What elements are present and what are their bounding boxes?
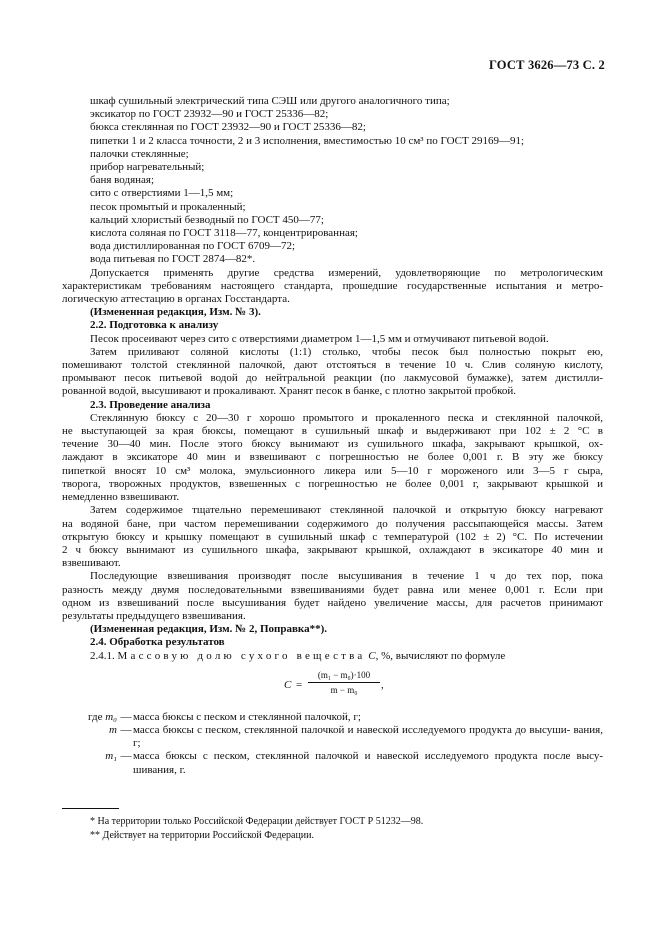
apparatus-item: бюкса стеклянная по ГОСТ 23932—90 и ГОСТ 25336—82;: [90, 121, 366, 134]
formula-comma: ,: [381, 678, 384, 691]
legend-row: [62, 750, 603, 776]
variable-c: C: [368, 649, 376, 662]
legend-row: [62, 724, 603, 750]
section-heading: 2.3. Проведение анализа: [90, 398, 211, 411]
paragraph-line: помешивают толстой стеклянной палочкой, дают отстояться в течение 10 ч. Слив соляную кислоту,: [62, 359, 603, 372]
apparatus-item: кальций хлористый безводный по ГОСТ 450—77;: [90, 213, 324, 226]
apparatus-item: баня водяная;: [90, 174, 155, 187]
permit-paragraph: [62, 267, 603, 307]
legend-prefix: где: [88, 710, 103, 723]
apparatus-item: вода дистиллированная по ГОСТ 6709—72;: [90, 240, 296, 253]
paragraph-line: творога, творожных продуктов, взвешенных с погрешностью не более 0,001 г, закрывают крышкой и: [62, 477, 603, 490]
edit-note: (Измененная редакция, Изм. № 2, Поправка**).: [90, 623, 327, 636]
paragraph-line: Допускается применять другие средства измерений, удовлетворяющие по метрологическим: [90, 266, 603, 279]
legend-text: масса бюксы с песком и стеклянной палочкой, г;: [133, 710, 361, 723]
formula-denominator: m − m₀: [330, 684, 358, 695]
analysis-paragraph: [62, 412, 603, 504]
legend-text: масса бюксы с песком, стеклянной палочкой и навеской исследуемого продукта после высу- шивания, г.: [133, 750, 603, 776]
formula-numerator: (m₁ − m₀)·100: [308, 669, 380, 683]
apparatus-item: кислота соляная по ГОСТ 3118—77, концентрированная;: [90, 227, 358, 240]
paragraph-line: результаты предыдущего взвешивания.: [62, 609, 246, 622]
paragraph-line: не выступающей за края бюксы, помещают в сушильный шкаф и выдерживают при 102 ± 2 °С в: [62, 425, 603, 438]
apparatus-item: шкаф сушильный электрический типа СЭШ или другого аналогичного типа;: [90, 95, 450, 107]
formula-fraction: [308, 669, 380, 696]
formula-intro: [62, 650, 603, 663]
paragraph-line: течение 30—40 мин. После этого бюксу вынимают из сушильного шкафа, закрывают крышкой, ох-: [62, 438, 603, 451]
apparatus-item: пипетки 1 и 2 класса точности, 2 и 3 исполнения, вместимостью 10 см³ по ГОСТ 29169—91;: [90, 134, 525, 147]
footnotes: [62, 815, 603, 842]
section-heading: 2.2. Подготовка к анализу: [90, 319, 219, 332]
apparatus-item: вода питьевая по ГОСТ 2874—82*.: [90, 253, 256, 266]
apparatus-list: [62, 95, 603, 267]
paragraph-line: Последующие взвешивания производят после высушивания в течение 1 ч до тех пор, пока: [90, 570, 603, 583]
footnote-separator: [62, 808, 119, 809]
paragraph-line: логическую аттестацию в органах Госстандарта.: [62, 293, 290, 306]
paragraph-line: разность между двумя последовательными взвешиваниями будет равна или менее 0,001 г. Если при: [62, 583, 603, 596]
paragraph-line: на водяной бане, при частом перемешивании содержимого до получения рассыпающейся массы. Затем: [62, 517, 603, 530]
footnote: ** Действует на территории Российской Федерации.: [90, 829, 314, 841]
paragraph-line: характеристикам требованиям настоящего стандарта, прошедшие государственные испытания и метро-: [62, 279, 603, 292]
paragraph-line: рованной водой, высушивают и прокаливают. Хранят песок в банке, с плотно закрытой пробкой.: [62, 385, 516, 398]
apparatus-item: эксикатор по ГОСТ 23932—90 и ГОСТ 25336—82;: [90, 108, 329, 121]
paragraph-line: Песок просеивают через сито с отверстиями диаметром 1—1,5 мм и отмучивают питьевой водой.: [90, 332, 549, 345]
clause-number: 2.4.1.: [90, 649, 115, 662]
apparatus-item: палочки стеклянные;: [90, 147, 189, 160]
paragraph-line: немедленно взвешивают.: [62, 491, 180, 504]
edit-note: (Измененная редакция, Изм. № 3).: [90, 306, 261, 319]
apparatus-item: песок промытый и прокаленный;: [90, 200, 246, 213]
legend-dash: —: [120, 723, 132, 736]
paragraph-line: Затем приливают соляной кислоты (1:1) столько, чтобы песок был полностью покрыт ею,: [90, 345, 603, 358]
formula-legend: [62, 711, 603, 777]
formula-intro-tail: , %, вычисляют по формуле: [375, 649, 506, 662]
spaced-term: Массовую долю сухого вещества: [117, 649, 366, 662]
section-heading: 2.4. Обработка результатов: [90, 636, 225, 649]
paragraph-line: одном из взвешиваний после высушивания будет найдено увеличение массы, для расчетов принимают: [62, 596, 603, 609]
legend-text: масса бюксы с песком, стеклянной палочкой и навеской исследуемого продукта до высуши- вания, г;: [133, 723, 603, 750]
legend-dash: —: [120, 750, 132, 763]
legend-symbol: где m₀: [88, 710, 117, 723]
page-header: ГОСТ 3626—73 С. 2: [488, 58, 605, 72]
paragraph-line: Затем содержимое тщательно перемешивают стеклянной палочкой и открытую бюксу нагревают: [90, 504, 603, 517]
legend-symbol: m₁: [105, 750, 117, 763]
legend-symbol: m: [109, 723, 117, 736]
analysis-paragraph: [62, 570, 603, 623]
paragraph-line: лаждают в эксикаторе 40 мин и взвешивают с погрешностью не более 0,001 г. В эту же бюксу: [62, 451, 603, 464]
paragraph-line: промывают песок питьевой водой до нейтральной реакции (по лакмусовой бумажке), затем дистилли-: [62, 372, 603, 385]
apparatus-item: сито с отверстиями 1—1,5 мм;: [90, 187, 234, 200]
formula-equals: =: [296, 678, 303, 691]
formula-lhs: C: [284, 678, 292, 691]
footnote: * На территории только Российской Федерации действует ГОСТ Р 51232—98.: [90, 816, 424, 827]
preparation-paragraph: [62, 346, 603, 399]
paragraph-line: взвешивают.: [62, 557, 121, 570]
apparatus-item: прибор нагревательный;: [90, 161, 205, 174]
paragraph-line: Стеклянную бюксу с 20—30 г хорошо промытого и прокаленного песка и стеклянной палочкой,: [90, 411, 603, 424]
analysis-paragraph: [62, 504, 603, 570]
paragraph-line: 2 ч бюксу вынимают из сушильного шкафа, закрывают крышкой, охлаждают в эксикаторе 40 мин и: [62, 543, 603, 556]
legend-dash: —: [120, 710, 132, 723]
mass-fraction-formula: [62, 669, 603, 703]
paragraph-line: пипеткой вносят 10 см³ молока, эмульсионного ликера или 5—10 г мороженого или 3—5 г сыра,: [62, 464, 603, 477]
document-body: [62, 95, 603, 777]
legend-row: [62, 711, 603, 724]
paragraph-line: открытую бюксу и крышку помещают в сушильный шкаф с температурой (102 ± 2) °С. По истечении: [62, 530, 603, 543]
